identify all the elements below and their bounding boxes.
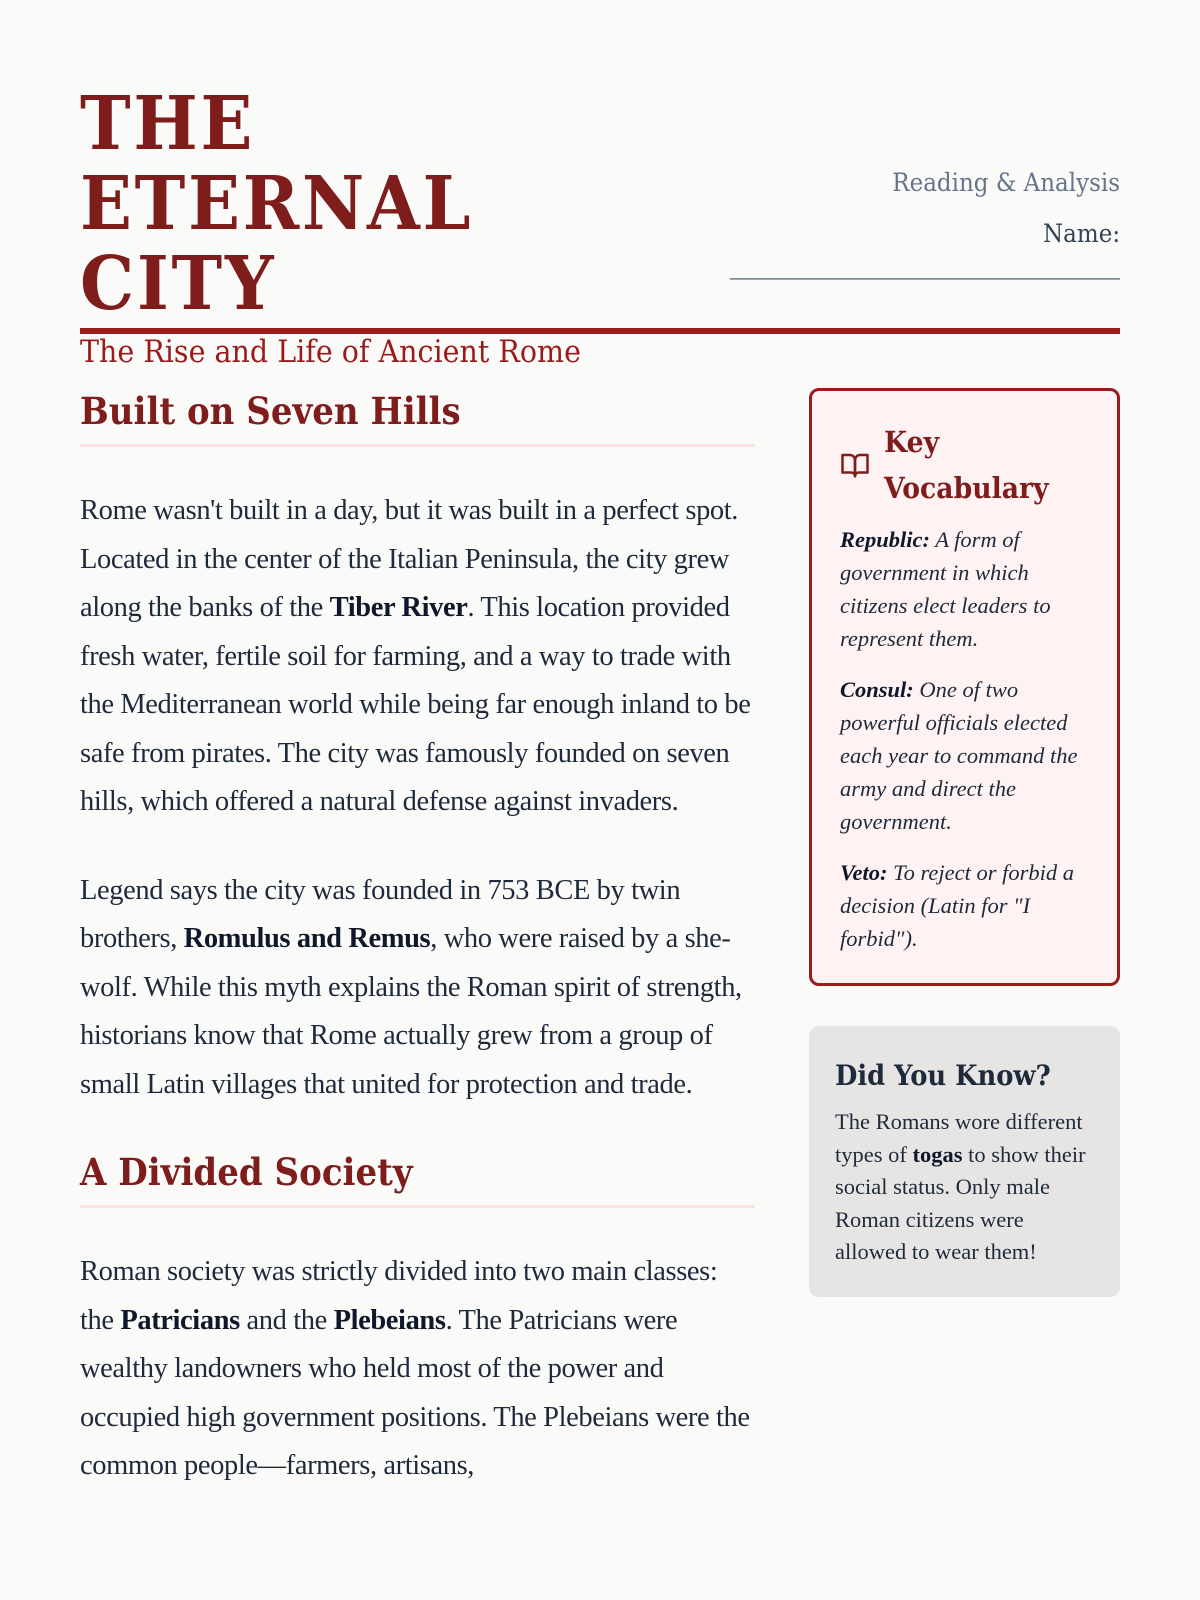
page-subtitle: The Rise and Life of Ancient Rome [80,334,581,370]
vocab-definition: To reject or forbid a decision (Latin for "I forbid"). [840,860,1074,951]
section-heading [80,1149,755,1208]
vocab-definition: A form of government in which citizens elect leaders to represent them. [840,527,1051,651]
text-run: to show their social status. Only male Roman citizens were allowed to wear them! [835,1141,1086,1264]
text-run: . This location provided fresh water, fertile soil for farming, and a way to trade with the Mediterranean world while being far enough inland to be safe from pirates. The city was famously founded on seven hills, which offered a natural defense against invaders. [80,592,751,817]
section-heading [80,388,755,447]
text-run: and the [239,1304,334,1336]
emphasized-term: Patricians [120,1304,240,1336]
vocab-header [840,419,1089,511]
vocab-title [884,419,1064,511]
text-run: , who were raised by a she-wolf. While this myth explains the Roman spirit of strength, historians know that Rome actually grew from a group of small Latin villages that united for protection and trade. [80,923,742,1100]
text-run: Roman society was strictly divided into two main classes: the [80,1256,718,1336]
vocab-term: Veto: [840,860,888,885]
section-heading-text: A Divided Society [80,1150,413,1194]
emphasized-term: Tiber River [329,592,468,623]
vocab-term: Consul: [840,677,914,702]
vocab-title-text: Key Vocabulary [884,425,1049,505]
paragraph [80,1248,755,1491]
did-you-know-title [835,1056,1094,1096]
did-you-know-text [835,1106,1094,1269]
name-blank-line[interactable]: __________________________ [729,256,1120,285]
text-run: Rome wasn't built in a day, but it was built in a perfect spot. Located in the center of the Italian Peninsula, the city grew along the banks of the [80,495,739,623]
emphasized-term: Plebeians [333,1304,446,1336]
paragraph [80,867,755,1110]
vocab-term: Republic: [840,527,930,552]
vocab-item [840,856,1089,955]
header-meta [730,168,1120,285]
page-title: THE ETERNAL CITY [80,81,474,327]
emphasized-term: togas [912,1141,963,1167]
vocab-item [840,523,1089,655]
vocab-item [840,673,1089,838]
section-seven-hills [80,388,755,1109]
text-run: Legend says the city was founded in 753 BCE by twin brothers, [80,874,681,954]
section-divided-society [80,1149,755,1491]
text-run: . The Patricians were wealthy landowners who held most of the power and occupied high government positions. The Plebeians were the common people—farmers, artisans, [80,1304,750,1481]
vocab-definition: One of two powerful officials elected each year to command the army and direct the government. [840,677,1078,834]
key-vocabulary-box [809,388,1120,986]
emphasized-term: Romulus and Remus [183,923,431,954]
did-you-know-title-text: Did You Know? [835,1059,1051,1092]
section-heading-text: Built on Seven Hills [80,389,461,433]
worksheet-header [80,0,1120,370]
text-run: The Romans wore different types of [835,1109,1083,1167]
subject-label: Reading & Analysis [892,168,1120,197]
did-you-know-box [809,1026,1120,1297]
name-label: Name: [1042,219,1120,248]
paragraph [80,487,755,827]
book-open-icon [840,450,870,480]
reading-column [80,388,755,1531]
content-area [80,388,1120,1531]
sidebar [809,388,1120,1531]
